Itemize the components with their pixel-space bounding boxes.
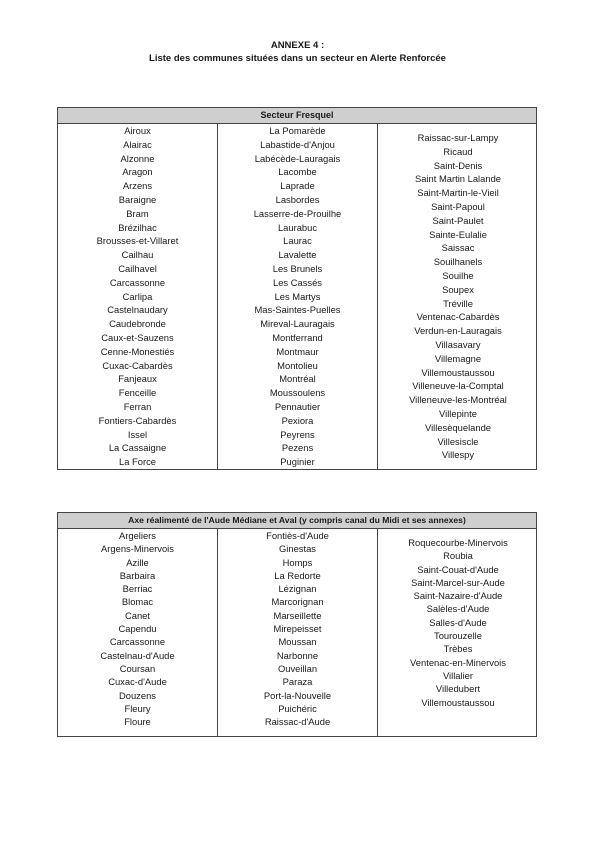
commune-cell: Narbonne (276, 649, 319, 661)
commune-cell: Bram (126, 207, 149, 219)
commune-cell: Pexiora (281, 414, 314, 426)
commune-cell: Saint Martin Lalande (415, 173, 501, 185)
commune-cell: Azille (126, 556, 149, 568)
document-subtitle: Liste des communes situées dans un secteur en Alerte Renforcée (149, 53, 446, 64)
commune-cell: Montréal (279, 373, 316, 385)
commune-cell: La Cassaigne (108, 442, 167, 454)
commune-cell: Canet (124, 609, 151, 621)
commune-cell: Fontiès-d'Aude (266, 530, 329, 541)
commune-cell: Carcassonne (109, 636, 166, 648)
commune-cell: Carlipa (122, 290, 153, 302)
commune-cell: Ventenac-Cabardès (416, 311, 500, 323)
commune-cell: La Pomarède (269, 125, 326, 136)
commune-cell: Villesiscle (437, 435, 479, 447)
commune-cell: Baraigne (118, 193, 157, 205)
commune-cell: Alairac (123, 138, 152, 150)
commune-cell: Alzonne (120, 152, 155, 164)
commune-cell: Fanjeaux (118, 373, 157, 385)
commune-cell: Laurac (283, 235, 312, 247)
commune-cell: Lasbordes (275, 193, 320, 205)
commune-cell: Brézilhac (118, 221, 157, 233)
commune-cell: Salèles-d'Aude (426, 603, 490, 615)
commune-cell: Puginier (280, 456, 315, 468)
commune-cell: Trèbes (443, 643, 473, 655)
commune-cell: Lavalette (278, 249, 317, 261)
commune-cell: Les Brunels (272, 262, 323, 274)
commune-column-3 (378, 124, 538, 469)
table-secteur-fresquel (57, 107, 537, 470)
commune-cell: Villasavary (435, 338, 481, 350)
commune-cell: Roubia (443, 550, 473, 562)
commune-cell: Villemoustaussou (421, 366, 495, 378)
commune-cell: Salles-d'Aude (429, 616, 487, 628)
commune-cell: Mas-Saintes-Puelles (254, 304, 341, 316)
commune-cell: Saint-Marcel-sur-Aude (411, 576, 505, 588)
commune-cell: Roquecourbe-Minervois (408, 537, 508, 548)
commune-cell: Coursan (119, 662, 156, 674)
commune-cell: Montferrand (272, 331, 323, 343)
commune-cell: Raissac-sur-Lampy (417, 132, 499, 143)
commune-cell: Ventenac-en-Minervois (410, 656, 506, 668)
commune-cell: Saint-Martin-le-Vieil (417, 187, 499, 199)
commune-cell: Issel (127, 428, 148, 440)
commune-cell: Marcorignan (271, 596, 324, 608)
commune-cell: Fenceille (118, 387, 157, 399)
commune-cell: Argens-Minervois (101, 543, 174, 555)
commune-column-2 (218, 124, 378, 469)
commune-cell: Douzens (118, 689, 156, 701)
commune-cell: Souilhanels (433, 256, 483, 268)
commune-cell: Cuxac-Cabardès (102, 359, 173, 371)
commune-cell: Villeneuve-les-Montréal (409, 394, 507, 406)
commune-cell: Villesèquelande (424, 421, 492, 433)
commune-cell: Pezens (281, 442, 314, 454)
commune-cell: La Redorte (274, 569, 321, 581)
commune-cell: Moussan (278, 636, 317, 648)
commune-cell: Lézignan (278, 583, 317, 595)
commune-cell: Airoux (124, 125, 151, 136)
commune-cell: La Force (119, 456, 156, 468)
commune-cell: Peyrens (280, 428, 315, 440)
commune-cell: Labécède-Lauragais (254, 152, 341, 164)
commune-cell: Villedubert (435, 683, 481, 695)
commune-cell: Les Cassés (273, 276, 322, 288)
commune-cell: Fleury (124, 702, 151, 714)
commune-column-1 (58, 124, 218, 469)
commune-cell: Montolieu (277, 359, 318, 371)
commune-cell: Tréville (443, 297, 473, 309)
commune-cell: Port-la-Nouvelle (263, 689, 332, 701)
table-axe-aude (57, 512, 537, 737)
commune-cell: Villeneuve-la-Comptal (412, 380, 504, 392)
commune-cell: Blomac (121, 596, 154, 608)
commune-cell: Saint-Papoul (431, 200, 485, 212)
commune-cell: Cailhau (121, 249, 154, 261)
commune-cell: Verdun-en-Lauragais (414, 325, 502, 337)
commune-column-2 (218, 529, 378, 736)
commune-cell: Homps (282, 556, 313, 568)
commune-cell: Cailhavel (118, 262, 157, 274)
commune-cell: Berriac (122, 583, 153, 595)
commune-cell: Argeliers (119, 530, 156, 541)
commune-cell: Carcassonne (109, 276, 166, 288)
commune-cell: Capendu (118, 623, 157, 635)
commune-cell: Villepinte (439, 407, 477, 419)
commune-cell: Barbaira (119, 569, 156, 581)
commune-cell: Floure (124, 716, 151, 728)
table-header: Secteur Fresquel (58, 108, 536, 124)
page-header (0, 40, 595, 65)
commune-cell: Villemagne (434, 352, 482, 364)
commune-cell: Brousses-et-Villaret (96, 235, 179, 247)
table-columns (58, 124, 536, 469)
commune-cell: Sainte-Eulalie (429, 228, 487, 240)
commune-column-1 (58, 529, 218, 736)
commune-cell: Villespy (441, 449, 475, 461)
commune-cell: Aragon (122, 166, 153, 178)
commune-cell: Saint-Denis (433, 159, 483, 171)
commune-cell: Paraza (282, 676, 313, 688)
commune-cell: Ouveillan (277, 662, 318, 674)
commune-cell: Saint-Paulet (432, 214, 484, 226)
commune-cell: Caudebronde (109, 318, 166, 330)
commune-cell: Fontiers-Cabardès (98, 414, 177, 426)
commune-cell: Soupex (442, 283, 474, 295)
commune-cell: Saint-Couat-d'Aude (417, 563, 499, 575)
commune-cell: Villalier (442, 669, 474, 681)
table-header: Axe réalimenté de l'Aude Médiane et Aval (y compris canal du Midi et ses annexes) (58, 513, 536, 529)
commune-cell: Villemoustaussou (421, 696, 495, 708)
commune-cell: Saissac (441, 242, 475, 254)
commune-cell: Saint-Nazaire-d'Aude (413, 590, 503, 602)
commune-cell: Castelnau-d'Aude (100, 649, 175, 661)
commune-cell: Marseillette (273, 609, 322, 621)
commune-cell: Ginestas (279, 543, 316, 555)
commune-cell: Puichéric (278, 702, 317, 714)
annex-title: ANNEXE 4 : (270, 40, 325, 51)
commune-cell: Moussoulens (269, 387, 326, 399)
commune-cell: Souilhe (442, 269, 474, 281)
commune-cell: Labastide-d'Anjou (260, 138, 335, 150)
commune-cell: Mirepeisset (273, 623, 322, 635)
commune-cell: Cuxac-d'Aude (108, 676, 167, 688)
table-columns (58, 529, 536, 736)
commune-cell: Tourouzelle (434, 630, 482, 642)
commune-cell: Les Martys (274, 290, 321, 302)
commune-cell: Lacombe (278, 166, 317, 178)
commune-cell: Lasserre-de-Prouilhe (253, 207, 342, 219)
commune-cell: Laprade (280, 180, 315, 192)
commune-cell: Caux-et-Sauzens (101, 331, 174, 343)
commune-cell: Cenne-Monestiés (100, 345, 175, 357)
commune-column-3 (378, 529, 538, 736)
commune-cell: Pennautier (274, 400, 321, 412)
commune-cell: Laurabuc (277, 221, 318, 233)
commune-cell: Ricaud (443, 145, 473, 157)
commune-cell: Montmaur (276, 345, 319, 357)
commune-cell: Arzens (122, 180, 153, 192)
commune-cell: Castelnaudary (107, 304, 168, 316)
commune-cell: Ferran (123, 400, 152, 412)
commune-cell: Mireval-Lauragais (260, 318, 335, 330)
commune-cell: Raissac-d'Aude (264, 716, 331, 728)
